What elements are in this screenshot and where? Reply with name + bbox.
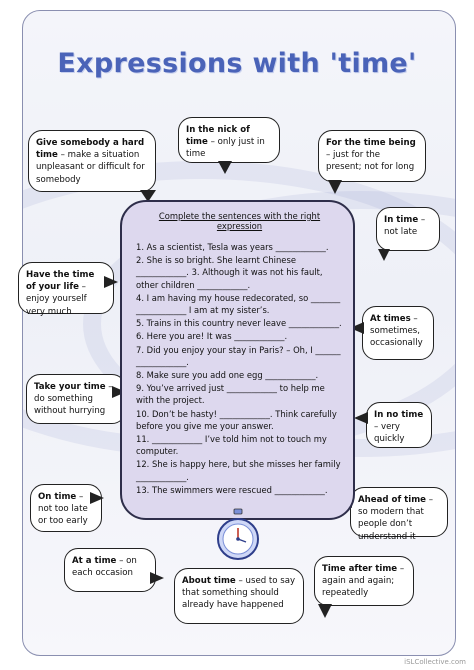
bubble-tail <box>328 180 342 194</box>
sentence-item: 1. As a scientist, Tesla was years ____________. <box>136 242 329 252</box>
sentence-item: 6. Here you are! It was ____________. <box>136 331 288 342</box>
bubble-definition: – on each occasion <box>72 556 137 579</box>
bubble-definition: – very quickly <box>374 422 405 445</box>
bubble-term: Give somebody a hard time <box>36 138 145 161</box>
bubble-tail <box>218 161 232 174</box>
bubble-time-after-time <box>314 556 414 606</box>
sentence-item: 12. She is happy here, but she misses her family ____________. <box>136 459 341 482</box>
bubble-term: Ahead of time <box>358 495 427 505</box>
bubble-definition: – again and again; repeatedly <box>322 564 405 599</box>
bubble-in-time <box>376 207 440 251</box>
bubble-about-time <box>174 568 304 624</box>
sentence-item: 13. The swimmers were rescued ____________. <box>136 484 328 495</box>
bubble-ahead-of-time <box>350 487 448 542</box>
sentence-item: 11. ____________ I’ve told him not to touch my computer. <box>136 434 327 457</box>
bubble-term: In time <box>384 215 419 225</box>
stopwatch-icon <box>215 508 261 562</box>
bubble-no-time <box>366 402 432 448</box>
bubble-tail <box>318 604 332 618</box>
bubble-at-times <box>362 306 434 360</box>
bubble-definition: – enjoy yourself very much <box>26 282 87 317</box>
bubble-term: In no time <box>374 410 424 420</box>
bubble-at-a-time <box>64 548 156 592</box>
bubble-tail <box>104 276 118 288</box>
bubble-definition: – not late <box>384 215 426 238</box>
bubble-definition: – used to say that something should already have happened <box>182 576 296 611</box>
bubble-nick-of-time <box>178 117 280 163</box>
sentence-item: 2. She is so bright. She learnt Chinese ____________. 3. Although it was not his fault, other children ____________. <box>136 255 323 290</box>
bubble-tail <box>378 249 390 261</box>
bubble-definition: – make a situation unpleasant or difficult for somebody <box>36 150 145 185</box>
bubble-definition: – do something without hurrying <box>34 382 113 417</box>
bubble-tail <box>354 412 368 424</box>
sentence-list <box>136 241 343 496</box>
exercise-box <box>120 200 355 520</box>
bubble-tail <box>90 492 104 504</box>
bubble-time-being <box>318 130 426 182</box>
bubble-time-of-life <box>18 262 114 317</box>
sentence-item: 10. Don’t be hasty! ____________. Think carefully before you give me your answer. <box>136 408 337 431</box>
exercise-heading: Complete the sentences with the right expression <box>158 211 321 231</box>
sentence-item: 9. You’ve arrived just ____________ to help me with the project. <box>136 383 325 406</box>
bubble-tail <box>150 572 164 584</box>
footer-credit: iSLCollective.com <box>404 658 466 666</box>
sentence-item: 4. I am having my house redecorated, so _______ ____________ I am at my sister’s. <box>136 292 341 316</box>
bubble-term: At a time <box>72 556 117 566</box>
bubble-term: For the time being <box>326 138 416 148</box>
bubble-term: At times <box>370 314 411 324</box>
bubble-definition: – so modern that people don’t understand it <box>358 495 434 542</box>
bubble-hard-time <box>28 130 156 192</box>
bubble-term: About time <box>182 576 236 586</box>
bubble-term: Have the time of your life <box>26 270 95 293</box>
bubble-definition: – not too late or too early <box>38 492 88 527</box>
bubble-term: In the nick of time <box>186 125 250 148</box>
bubble-term: Take your time <box>34 382 106 392</box>
bubble-term: On time <box>38 492 77 502</box>
bubble-definition: – sometimes, occasionally <box>370 314 423 349</box>
sentence-item: 8. Make sure you add one egg ____________. <box>136 370 319 381</box>
page-title: Expressions with 'time' <box>57 48 417 79</box>
sentence-item: 7. Did you enjoy your stay in Paris? – Oh, I ______ ____________. <box>136 344 341 367</box>
bubble-definition: – only just in time <box>186 137 265 160</box>
bubble-take-time <box>26 374 126 424</box>
bubble-term: Time after time <box>322 564 398 574</box>
bubble-definition: – just for the present; not for long <box>326 150 415 173</box>
sentence-item: 5. Trains in this country never leave ____________. <box>136 318 342 329</box>
